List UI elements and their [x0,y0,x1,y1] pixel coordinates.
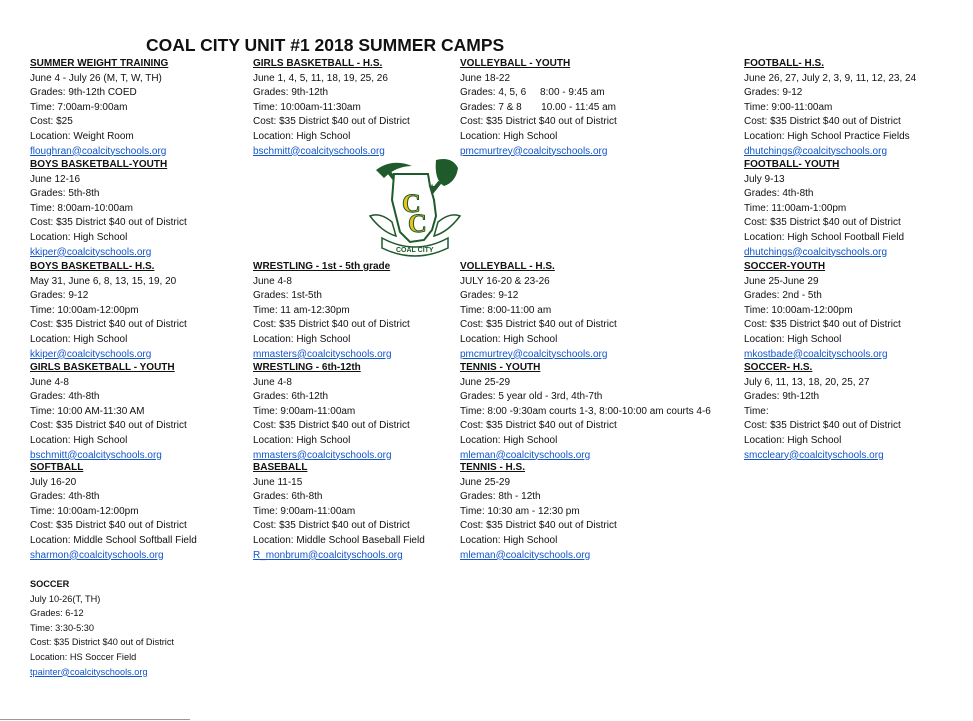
camp-email-link[interactable]: bschmitt@coalcityschools.org [30,449,162,461]
camp-cost: Cost: $35 District $40 out of District [30,217,187,229]
camp-cost: Cost: $35 District $40 out of District [30,520,187,532]
camp-location: Location: High School [460,434,558,446]
camp-location: Location: High School [460,534,558,546]
camp-location: Location: High School Practice Fields [744,130,910,142]
svg-text:C: C [402,189,421,218]
camp-heading: TENNIS - H.S. [460,462,526,473]
camp-dates: June 11-15 [253,476,303,488]
camp-cost: Cost: $35 District $40 out of District [460,116,617,128]
camp-location: Location: High School Football Field [744,231,905,243]
camp-email-link[interactable]: mkostbade@coalcityschools.org [744,348,888,360]
camp-time: Time: 9:00am-11:00am [253,505,356,517]
camp-location: Location: High School [30,434,128,446]
camp-tennis-youth [460,361,711,463]
camp-summer-weight-training [30,57,168,159]
camp-girls-basketball-hs [253,57,410,159]
camp-dates: June 4-8 [253,275,292,287]
camp-heading: SUMMER WEIGHT TRAINING [30,58,169,69]
camp-grades: Grades: 9-12 [744,87,803,99]
camp-cost: Cost: $35 District $40 out of District [253,520,410,532]
pickaxe-shovel-cc-icon [366,156,464,260]
camp-heading: BASEBALL [253,462,308,473]
camp-grades: Grades: 4th-8th [30,391,100,403]
camp-grades: Grades: 8th - 12th [460,491,541,503]
camp-grades: Grades: 6th-12th [253,391,329,403]
camp-heading: FOOTBALL- H.S. [744,58,824,69]
camp-dates: July 6, 11, 13, 18, 20, 25, 27 [744,376,870,388]
camp-grades: Grades: 4, 5, 6 8:00 - 9:45 am [460,87,605,99]
camp-dates: June 18-22 [460,72,511,84]
svg-text:★: ★ [428,182,437,192]
camp-grades: Grades: 5 year old - 3rd, 4th-7th [460,391,603,403]
camp-time: Time: 10:00am-12:00pm [30,505,139,517]
camp-heading: SOCCER [30,579,70,589]
camp-time: Time: 11:00am-1:00pm [744,202,847,214]
camp-dates: June 25-June 29 [744,275,819,287]
camp-email-link[interactable]: kkiper@coalcityschools.org [30,246,152,258]
camp-wrestling-6th-12th [253,361,410,463]
camp-time: Time: 10:00am-12:00pm [744,304,853,316]
camp-email-link[interactable]: pmcmurtrey@coalcityschools.org [460,145,608,157]
svg-text:COAL CITY: COAL CITY [396,247,434,254]
camp-grades: Grades: 9th-12th [744,391,820,403]
camp-time: Time: 11 am-12:30pm [253,304,350,316]
camp-grades: Grades: 6-12 [30,608,84,619]
camp-cost: Cost: $35 District $40 out of District [460,520,617,532]
camp-cost: Cost: $35 District $40 out of District [744,319,901,331]
footer-divider [0,719,190,720]
camp-heading: WRESTLING - 6th-12th [253,362,361,373]
camp-grades: Grades: 4th-8th [744,188,814,200]
camp-time: Time: 10:00 AM-11:30 AM [30,405,145,417]
camp-grades: Grades: 2nd - 5th [744,290,822,302]
coal-city-logo [366,156,464,260]
camp-time: Time: 10:30 am - 12:30 pm [460,505,580,517]
camp-dates: June 12-16 [30,173,81,185]
camp-email-link[interactable]: pmcmurtrey@coalcityschools.org [460,348,608,360]
camp-cost: Cost: $35 District $40 out of District [253,420,410,432]
camp-email-link[interactable]: R_monbrum@coalcityschools.org [253,549,403,561]
camp-email-link[interactable]: dhutchings@coalcityschools.org [744,246,888,258]
camp-boys-basketball-hs [30,260,187,362]
camp-location: Location: High School [30,333,128,345]
camp-grades: Grades: 4th-8th [30,491,100,503]
camp-dates: July 16-20 [30,476,77,488]
camp-girls-basketball-youth [30,361,187,463]
camp-dates: June 26, 27, July 2, 3, 9, 11, 12, 23, 24 [744,72,917,84]
camp-location: Location: High School [253,333,351,345]
camp-heading: WRESTLING - 1st - 5th grade [253,261,391,272]
camp-cost: Cost: $35 District $40 out of District [460,420,617,432]
camp-heading: SOFTBALL [30,462,84,473]
camp-wrestling-1st-5th [253,260,410,362]
camp-dates: JULY 16-20 & 23-26 [460,275,550,287]
camp-time: Time: 8:00-11:00 am [460,304,552,316]
camp-cost: Cost: $35 District $40 out of District [744,116,901,128]
camp-cost: Cost: $25 [30,116,73,128]
camp-boys-basketball-youth [30,158,187,260]
camp-time: Time: 10:00am-11:30am [253,101,361,113]
camp-tennis-hs [460,461,617,563]
camp-location: Location: High School [30,231,128,243]
camp-heading: TENNIS - YOUTH [460,362,541,373]
camp-cost: Cost: $35 District $40 out of District [30,420,187,432]
camp-softball [30,461,197,563]
camp-heading: BOYS BASKETBALL-YOUTH [30,159,168,170]
camp-heading: BOYS BASKETBALL- H.S. [30,261,155,272]
camp-time: Time: 7:00am-9:00am [30,101,128,113]
camp-location: Location: High School [460,130,558,142]
camp-volleyball-youth [460,57,617,159]
camp-location: Location: Weight Room [30,130,134,142]
camp-email-link[interactable]: kkiper@coalcityschools.org [30,348,152,360]
camp-cost: Cost: $35 District $40 out of District [744,217,901,229]
camp-heading: VOLLEYBALL - H.S. [460,261,555,272]
camp-cost: Cost: $35 District $40 out of District [253,319,410,331]
camp-heading: SOCCER-YOUTH [744,261,826,272]
camp-location: Location: Middle School Softball Field [30,534,197,546]
camp-grades: Grades: 9-12 [30,290,89,302]
camp-time: Time: 9:00-11:00am [744,101,833,113]
camp-time: Time: 9:00am-11:00am [253,405,356,417]
camp-grades: Grades: 6th-8th [253,491,323,503]
camp-grades: Grades: 1st-5th [253,290,322,302]
camp-dates: July 10-26(T, TH) [30,593,101,604]
camp-location: Location: HS Soccer Field [30,651,137,662]
camp-email-link[interactable]: smccleary@coalcityschools.org [744,449,884,461]
camp-grades: Grades: 7 & 8 10.00 - 11:45 am [460,101,617,113]
camp-cost: Cost: $35 District $40 out of District [460,319,617,331]
camp-soccer-youth [744,260,901,362]
camp-dates: June 25-29 [460,376,511,388]
camp-location: Location: High School [253,130,351,142]
camp-grades: Grades: 9th-12th COED [30,87,137,99]
camp-time: Time: 8:00 -9:30am courts 1-3, 8:00-10:00 am courts 4-6 [460,405,711,417]
camp-baseball [253,461,425,563]
camp-email-link[interactable]: floughran@coalcityschools.org [30,145,167,157]
camp-grades: Grades: 9th-12th [253,87,329,99]
camp-dates: June 4 - July 26 (M, T, W, TH) [30,72,162,84]
camp-cost: Cost: $35 District $40 out of District [30,319,187,331]
camp-email-link[interactable]: dhutchings@coalcityschools.org [744,145,888,157]
camp-heading: GIRLS BASKETBALL - H.S. [253,58,383,69]
camp-dates: June 25-29 [460,476,511,488]
camp-location: Location: High School [744,333,842,345]
camp-email-link[interactable]: tpainter@coalcityschools.org [30,666,148,677]
camp-dates: June 4-8 [30,376,69,388]
camp-time: Time: 10:00am-12:00pm [30,304,139,316]
camp-cost: Cost: $35 District $40 out of District [253,116,410,128]
camp-time: Time: 3:30-5:30 [30,622,95,633]
camp-email-link[interactable]: bschmitt@coalcityschools.org [253,145,385,157]
page-title: COAL CITY UNIT #1 2018 SUMMER CAMPS [146,35,505,55]
camp-heading: SOCCER- H.S. [744,362,813,373]
camp-soccer [30,577,174,679]
camp-soccer-hs [744,361,901,463]
camp-email-link[interactable]: mleman@coalcityschools.org [460,449,591,461]
camp-grades: Grades: 5th-8th [30,188,100,200]
camp-location: Location: High School [253,434,351,446]
camp-dates: May 31, June 6, 8, 13, 15, 19, 20 [30,275,177,287]
camp-dates: June 4-8 [253,376,292,388]
camp-dates: June 1, 4, 5, 11, 18, 19, 25, 26 [253,72,388,84]
camp-location: Location: High School [460,333,558,345]
camp-email-link[interactable]: mmasters@coalcityschools.org [253,449,392,461]
camp-heading: VOLLEYBALL - YOUTH [460,58,571,69]
camp-cost: Cost: $35 District $40 out of District [744,420,901,432]
camp-heading: FOOTBALL- YOUTH [744,159,840,170]
camp-volleyball-hs [460,260,617,362]
camp-cost: Cost: $35 District $40 out of District [30,637,174,648]
camp-time: Time: [744,405,769,417]
camp-time: Time: 8:00am-10:00am [30,202,134,214]
camp-email-link[interactable]: mleman@coalcityschools.org [460,549,591,561]
camp-location: Location: Middle School Baseball Field [253,534,425,546]
camp-email-link[interactable]: mmasters@coalcityschools.org [253,348,392,360]
camp-email-link[interactable]: sharmon@coalcityschools.org [30,549,164,561]
camp-grades: Grades: 9-12 [460,290,519,302]
svg-text:C: C [408,209,427,238]
camp-football-hs [744,57,916,159]
camp-football-youth [744,158,904,260]
camp-location: Location: High School [744,434,842,446]
camp-heading: GIRLS BASKETBALL - YOUTH [30,362,175,373]
camp-dates: July 9-13 [744,173,785,185]
